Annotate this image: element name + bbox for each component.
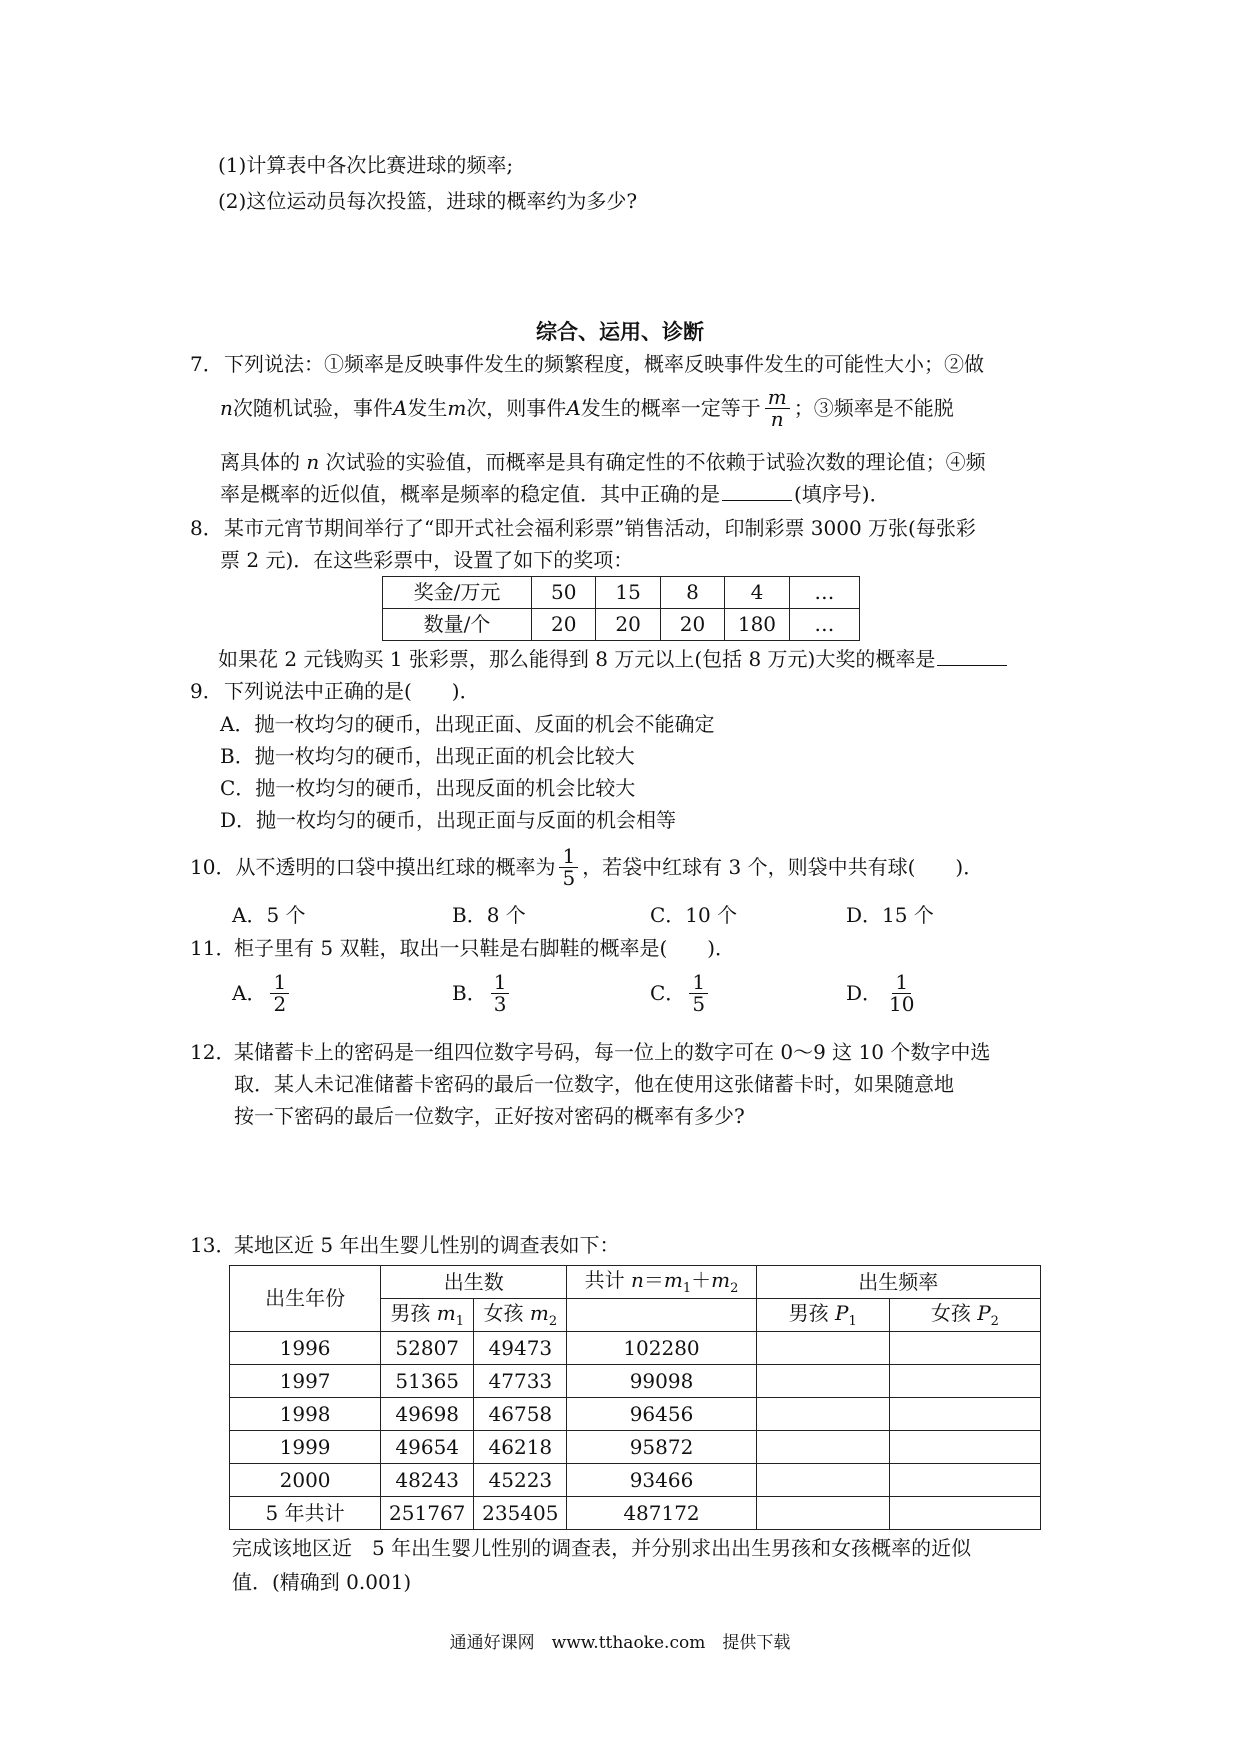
table-cell: 95872 — [567, 1431, 756, 1464]
header-births: 出生数 — [381, 1266, 567, 1299]
table-cell: 1997 — [230, 1365, 381, 1398]
q7-var-a2: A — [566, 396, 581, 420]
table-cell: 99098 — [567, 1365, 756, 1398]
table-cell: 8 — [660, 577, 724, 609]
table-cell: 46218 — [474, 1431, 567, 1464]
frac-num: 1 — [270, 972, 289, 994]
q7-l4-b: (填序号)． — [794, 482, 890, 506]
table-cell: 48243 — [381, 1464, 474, 1497]
table-cell: 49654 — [381, 1431, 474, 1464]
header-boy-p-label: 男孩 — [788, 1300, 835, 1325]
header-total-a: 共计 — [584, 1267, 631, 1292]
q13-number: 13． — [190, 1233, 236, 1257]
table-cell: 20 — [660, 609, 724, 641]
q7-var-n: n — [220, 396, 233, 420]
q9-number: 9． — [190, 679, 223, 703]
q10-number: 10． — [190, 855, 236, 879]
frac-num: 1 — [892, 972, 911, 994]
q11-number: 11． — [190, 936, 236, 960]
table-cell: 4 — [725, 577, 790, 609]
table-cell: … — [789, 609, 859, 641]
q11-a-label: A． — [232, 981, 267, 1005]
q11-d-fraction — [886, 972, 917, 1015]
frac-num: 1 — [689, 972, 708, 994]
frac-den: 5 — [692, 992, 706, 1016]
table-row — [230, 1332, 1041, 1365]
var-p: P — [977, 1300, 991, 1325]
header-total-eq: ＝ — [643, 1267, 664, 1292]
table-cell: 251767 — [381, 1497, 474, 1530]
var-m: m — [529, 1300, 549, 1325]
q7-line-1: 下列说法：①频率是反映事件发生的频繁程度，概率反映事件发生的可能性大小；②做 — [224, 352, 984, 376]
header-total-plus: ＋ — [691, 1267, 712, 1292]
q7-answer-blank[interactable] — [722, 482, 792, 501]
table-cell: 奖金/万元 — [383, 577, 532, 609]
q8-number: 8． — [190, 516, 223, 540]
q10-stem-a: 从不透明的口袋中摸出红球的概率为 — [235, 855, 556, 879]
q10-option-d[interactable]: D．15 个 — [846, 903, 934, 927]
table-cell: 51365 — [381, 1365, 474, 1398]
table-cell: 20 — [532, 609, 596, 641]
q8-row-count — [383, 609, 860, 641]
header-girl-p-label: 女孩 — [930, 1300, 978, 1325]
q8-prize-table — [382, 576, 860, 641]
header-boy-p1 — [756, 1299, 889, 1332]
table-cell-input[interactable] — [756, 1398, 889, 1431]
q11-option-c[interactable] — [650, 972, 712, 1015]
q7-text-c: 次，则事件 — [466, 396, 567, 420]
section-title: 综合、运用、诊断 — [536, 319, 704, 344]
table-cell-input[interactable] — [756, 1365, 889, 1398]
q7-text-a: 次随机试验，事件 — [232, 396, 393, 420]
part-1-text: (1)计算表中各次比赛进球的频率; — [218, 153, 514, 177]
q10-stem-b: ，若袋中红球有 3 个，则袋中共有球( )． — [582, 855, 984, 879]
header-birth-frequency: 出生频率 — [756, 1266, 1040, 1299]
q7-line-4 — [220, 481, 890, 508]
table-cell: 数量/个 — [383, 609, 532, 641]
subscript-2: 2 — [730, 1280, 739, 1296]
q7-text-d: 发生的概率一定等于 — [580, 396, 761, 420]
table-cell: 49698 — [381, 1398, 474, 1431]
table-cell-input[interactable] — [889, 1464, 1040, 1497]
q8-line-3 — [218, 646, 1009, 673]
table-cell: 1999 — [230, 1431, 381, 1464]
q11-d-label: D． — [846, 981, 883, 1005]
table-cell: 45223 — [474, 1464, 567, 1497]
table-cell-input[interactable] — [889, 1365, 1040, 1398]
header-total-m1: m — [663, 1267, 683, 1292]
table-cell: 487172 — [567, 1497, 756, 1530]
table-cell: 1996 — [230, 1332, 381, 1365]
q13-birth-table — [229, 1265, 1041, 1530]
q7-fraction — [765, 387, 790, 430]
header-birth-year: 出生年份 — [230, 1266, 381, 1332]
frac-den: 10 — [889, 992, 915, 1016]
table-cell: … — [789, 577, 859, 609]
q9-option-b[interactable]: B．抛一枚均匀的硬币，出现正面的机会比较大 — [220, 744, 635, 768]
table-cell-input[interactable] — [889, 1431, 1040, 1464]
frac-num: 1 — [491, 972, 510, 994]
frac-den: 3 — [493, 992, 507, 1016]
q11-option-d[interactable] — [846, 972, 922, 1015]
q13-line-1: 完成该地区近 5 年出生婴儿性别的调查表，并分别求出出生男孩和女孩概率的近似 — [232, 1536, 972, 1560]
table-cell: 93466 — [567, 1464, 756, 1497]
q7-var-a: A — [392, 396, 408, 420]
table-cell: 49473 — [474, 1332, 567, 1365]
q9-option-a[interactable]: A．抛一枚均匀的硬币，出现正面、反面的机会不能确定 — [220, 712, 715, 736]
q9-option-c[interactable]: C．抛一枚均匀的硬币，出现反面的机会比较大 — [220, 776, 636, 800]
q10-option-a[interactable]: A．5 个 — [232, 903, 306, 927]
table-row — [230, 1398, 1041, 1431]
table-cell: 15 — [596, 577, 660, 609]
q7-text-b: 发生 — [407, 396, 448, 420]
table-cell: 235405 — [474, 1497, 567, 1530]
header-boy-m1 — [381, 1299, 474, 1332]
q7-line-2 — [220, 387, 954, 430]
q12-line-1: 某储蓄卡上的密码是一组四位数字号码，每一位上的数字可在 0～9 这 10 个数字中选 — [234, 1040, 991, 1064]
q10-stem-line — [190, 846, 983, 889]
q11-option-b[interactable] — [452, 972, 513, 1015]
table-cell: 20 — [596, 609, 660, 641]
table-cell: 102280 — [567, 1332, 756, 1365]
q13-header-row-1 — [230, 1266, 1041, 1299]
subscript-2: 2 — [548, 1313, 558, 1329]
part-2-text: (2)这位运动员每次投篮，进球的概率约为多少? — [218, 189, 638, 213]
q11-stem: 柜子里有 5 双鞋，取出一只鞋是右脚鞋的概率是( )． — [234, 936, 736, 960]
q7-l4-a: 率是概率的近似值，概率是频率的稳定值．其中正确的是 — [220, 482, 720, 506]
q7-frac-den: n — [770, 407, 784, 431]
header-girl-label: 女孩 — [483, 1300, 530, 1325]
q11-b-label: B． — [452, 981, 487, 1005]
table-cell-input[interactable] — [756, 1431, 889, 1464]
table-row — [230, 1464, 1041, 1497]
table-cell-input[interactable] — [889, 1398, 1040, 1431]
q10-frac-den: 5 — [562, 866, 576, 890]
table-cell-input[interactable] — [889, 1497, 1040, 1530]
subscript-2: 2 — [990, 1313, 999, 1329]
table-cell: 1998 — [230, 1398, 381, 1431]
header-total-empty — [567, 1299, 756, 1332]
table-cell: 5 年共计 — [230, 1497, 381, 1530]
q12-line-3: 按一下密码的最后一位数字，正好按对密码的概率有多少? — [234, 1104, 745, 1128]
table-cell: 50 — [532, 577, 596, 609]
header-total-n: n — [630, 1267, 644, 1292]
table-cell: 46758 — [474, 1398, 567, 1431]
table-cell-input[interactable] — [756, 1332, 889, 1365]
q12-line-2: 取．某人未记准储蓄卡密码的最后一位数字，他在使用这张储蓄卡时，如果随意地 — [234, 1072, 954, 1096]
q7-line-3 — [220, 449, 986, 476]
header-total — [567, 1266, 756, 1299]
q7-text-e: ；③频率是不能脱 — [793, 396, 954, 420]
table-row-total — [230, 1497, 1041, 1530]
q11-c-label: C． — [650, 981, 686, 1005]
q8-answer-blank[interactable] — [937, 647, 1007, 666]
var-p: P — [834, 1300, 849, 1325]
header-girl-m2 — [474, 1299, 567, 1332]
subscript-1: 1 — [455, 1313, 465, 1329]
page-footer: 通通好课网 www.tthaoke.com 提供下载 — [449, 1633, 791, 1653]
header-total-m2: m — [711, 1267, 731, 1292]
q10-frac-num: 1 — [559, 846, 578, 868]
q9-stem: 下列说法中正确的是( )． — [224, 679, 480, 703]
q7-l3-a: 离具体的 — [220, 450, 307, 474]
table-row — [230, 1365, 1041, 1398]
q8-l3-text: 如果花 2 元钱购买 1 张彩票，那么能得到 8 万元以上(包括 8 万元)大奖的概率是 — [218, 647, 936, 671]
q8-line-2: 票 2 元)．在这些彩票中，设置了如下的奖项： — [220, 548, 634, 572]
q10-option-b[interactable]: B．8 个 — [452, 903, 526, 927]
q9-option-d[interactable]: D．抛一枚均匀的硬币，出现正面与反面的机会相等 — [220, 808, 677, 832]
q13-stem: 某地区近 5 年出生婴儿性别的调查表如下： — [234, 1233, 620, 1257]
q11-option-a[interactable] — [232, 972, 293, 1015]
q11-b-fraction — [491, 972, 510, 1015]
var-m: m — [436, 1300, 456, 1325]
q11-a-fraction — [270, 972, 289, 1015]
table-cell: 52807 — [381, 1332, 474, 1365]
subscript-1: 1 — [682, 1280, 692, 1296]
q7-l3-c: 次试验的实验值，而概率是具有确定性的不依赖于试验次数的理论值；④频 — [319, 450, 986, 474]
frac-den: 2 — [273, 992, 287, 1016]
table-cell-input[interactable] — [756, 1464, 889, 1497]
table-cell: 2000 — [230, 1464, 381, 1497]
q10-option-c[interactable]: C．10 个 — [650, 903, 738, 927]
table-cell-input[interactable] — [756, 1497, 889, 1530]
table-cell-input[interactable] — [889, 1332, 1040, 1365]
subscript-1: 1 — [848, 1313, 857, 1329]
table-cell: 47733 — [474, 1365, 567, 1398]
q10-fraction — [559, 846, 578, 889]
header-boy-label: 男孩 — [390, 1300, 437, 1325]
q7-frac-num: m — [765, 387, 790, 409]
q8-line-1: 某市元宵节期间举行了“即开式社会福利彩票”销售活动，印制彩票 3000 万张(每张彩 — [224, 516, 976, 540]
q13-line-2: 值．(精确到 0.001) — [232, 1570, 412, 1594]
table-cell: 96456 — [567, 1398, 756, 1431]
q8-row-prize — [383, 577, 860, 609]
q7-var-m: m — [447, 396, 467, 420]
q11-c-fraction — [689, 972, 708, 1015]
q7-number: 7． — [190, 352, 223, 376]
q7-l3-n: n — [306, 450, 320, 474]
q12-number: 12． — [190, 1040, 236, 1064]
header-girl-p2 — [889, 1299, 1040, 1332]
table-cell: 180 — [725, 609, 790, 641]
table-row — [230, 1431, 1041, 1464]
